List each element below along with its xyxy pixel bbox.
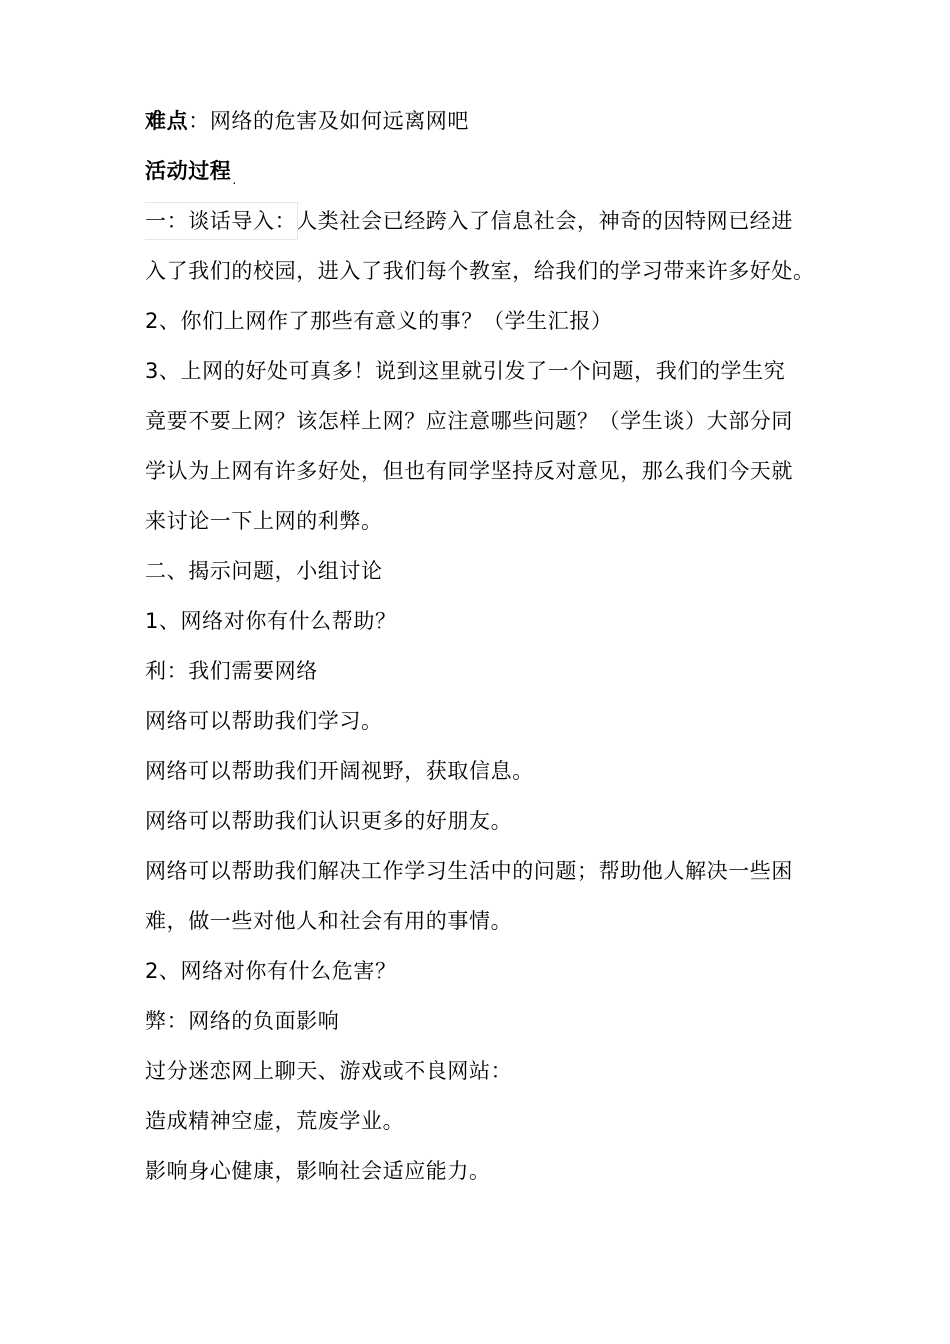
paragraph-line: 过分迷恋网上聊天、游戏或不良网站： (145, 1059, 513, 1083)
activity-heading: 活动过程 (145, 159, 232, 183)
paragraph-line: 造成精神空虚，荒废学业。 (145, 1109, 405, 1133)
paragraph-line: 竟要不要上网？该怎样上网？应注意哪些问题？（学生谈）大部分同 (145, 409, 793, 433)
paragraph-line: 网络可以帮助我们开阔视野，获取信息。 (145, 759, 534, 783)
activity-heading-mark: . (232, 173, 237, 187)
difficulty-text: 网络的危害及如何远离网吧 (209, 109, 470, 133)
intro-text: 人类社会已经跨入了信息社会，神奇的因特网已经进 (296, 209, 794, 233)
paragraph-line: 影响身心健康，影响社会适应能力。 (145, 1159, 491, 1183)
difficulty-line (145, 96, 815, 146)
activity-heading-line (145, 146, 815, 196)
intro-line (145, 196, 815, 246)
question-line: 2、网络对你有什么危害？ (145, 959, 397, 983)
question-line: 1、网络对你有什么帮助？ (145, 609, 397, 633)
paragraph-line: 利：我们需要网络 (145, 659, 318, 683)
paragraph-line: 难，做一些对他人和社会有用的事情。 (145, 909, 513, 933)
paragraph-line: 入了我们的校园，进入了我们每个教室，给我们的学习带来许多好处。 (145, 259, 815, 283)
paragraph-line: 3、上网的好处可真多！说到这里就引发了一个问题，我们的学生究 (145, 359, 786, 383)
difficulty-separator: ： (188, 109, 210, 133)
section-heading: 二、揭示问题，小组讨论 (145, 559, 383, 583)
paragraph-line: 弊：网络的负面影响 (145, 1009, 340, 1033)
paragraph-line: 来讨论一下上网的利弊。 (145, 509, 383, 533)
paragraph-line: 2、你们上网作了那些有意义的事？（学生汇报） (145, 309, 613, 333)
paragraph-line: 网络可以帮助我们认识更多的好朋友。 (145, 809, 513, 833)
difficulty-label: 难点 (145, 109, 189, 133)
paragraph-line: 网络可以帮助我们学习。 (145, 709, 383, 733)
intro-marker: 一：谈话导入： (145, 196, 296, 246)
paragraph-line: 学认为上网有许多好处，但也有同学坚持反对意见，那么我们今天就 (145, 459, 793, 483)
paragraph-line: 网络可以帮助我们解决工作学习生活中的问题；帮助他人解决一些困 (145, 859, 793, 883)
document-body (145, 96, 815, 1196)
